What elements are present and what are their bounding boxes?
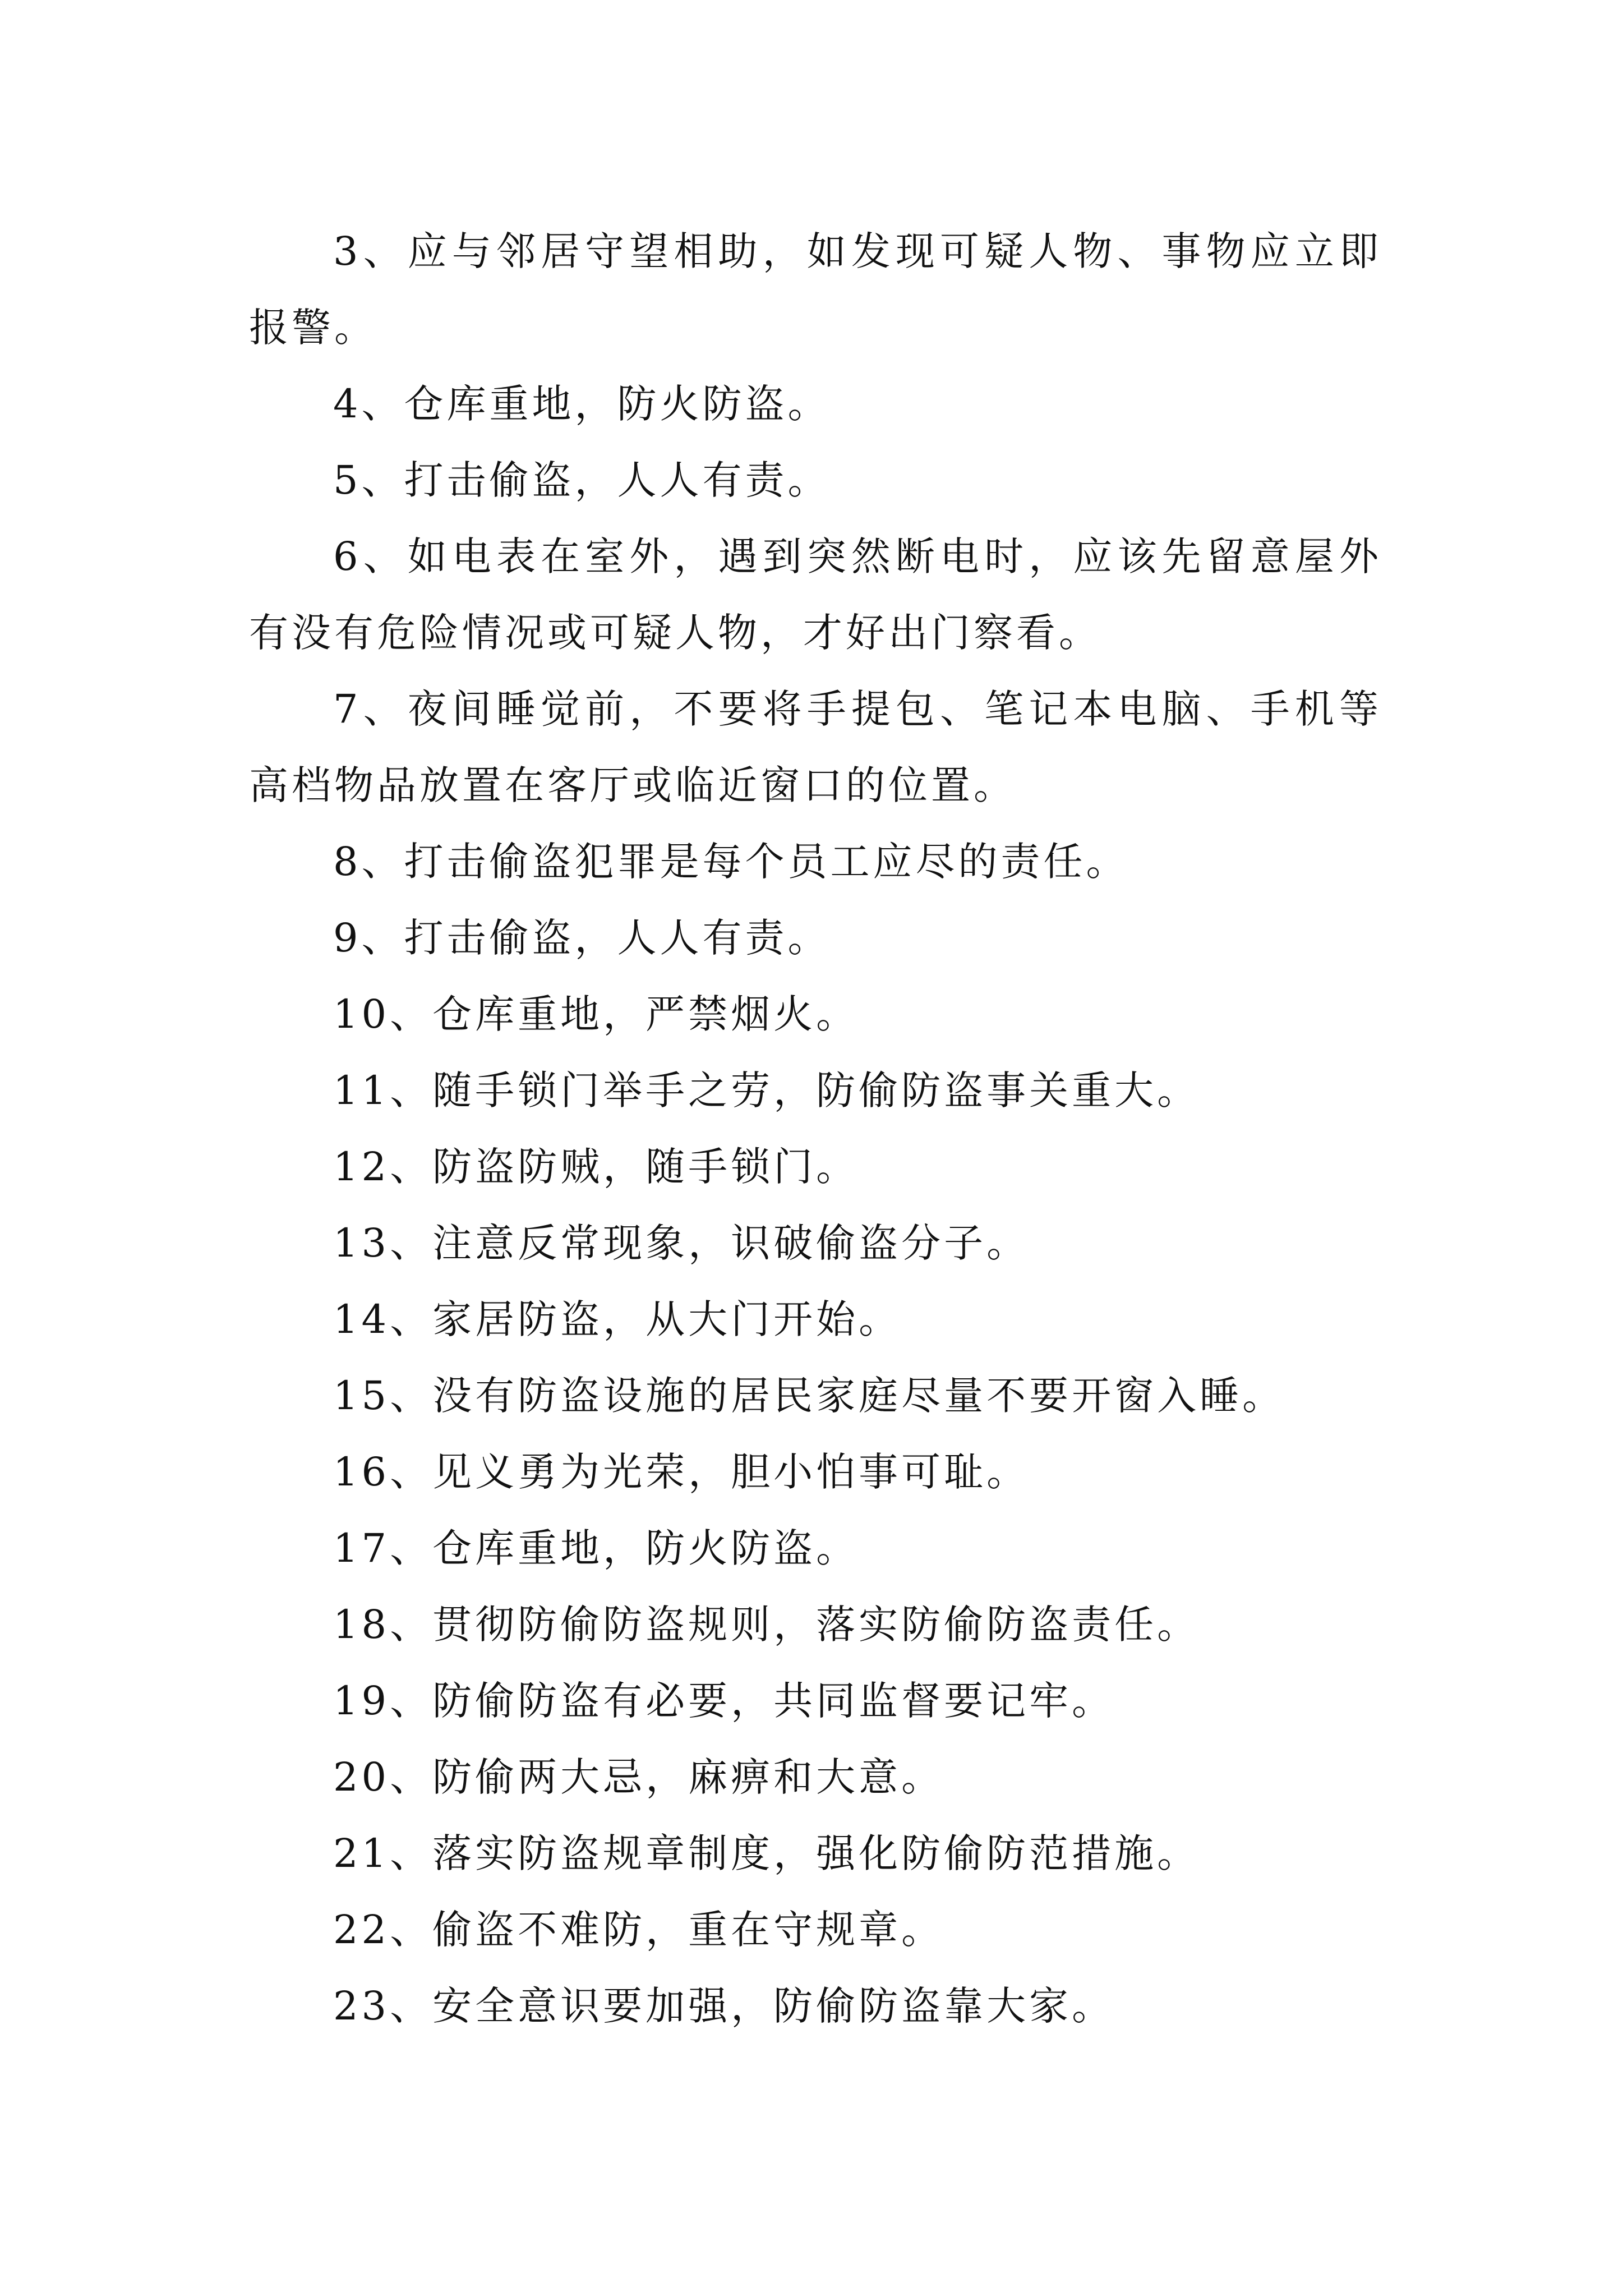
paragraph: 19、防偷防盗有必要，共同监督要记牢。 <box>333 1678 1115 1724</box>
paragraph: 3、应与邻居守望相助，如发现可疑人物、事物应立即报警。 <box>249 228 1382 351</box>
paragraph: 12、防盗防贼，随手锁门。 <box>333 1144 859 1190</box>
paragraph: 9、打击偷盗，人人有责。 <box>333 915 831 961</box>
paragraph: 18、贯彻防偷防盗规则，落实防偷防盗责任。 <box>333 1602 1200 1648</box>
paragraph: 15、没有防盗设施的居民家庭尽量不要开窗入睡。 <box>333 1373 1285 1419</box>
paragraph: 23、安全意识要加强，防偷防盗靠大家。 <box>333 1983 1115 2029</box>
paragraph: 16、见义勇为光荣，胆小怕事可耻。 <box>333 1449 1030 1495</box>
paragraph: 4、仓库重地，防火防盗。 <box>333 381 831 427</box>
paragraph: 22、偷盗不难防，重在守规章。 <box>333 1907 944 1953</box>
paragraph: 14、家居防盗，从大门开始。 <box>333 1296 902 1342</box>
paragraph: 6、如电表在室外，遇到突然断电时，应该先留意屋外有没有危险情况或可疑人物，才好出门察看。 <box>249 533 1382 656</box>
paragraph: 10、仓库重地，严禁烟火。 <box>333 991 859 1037</box>
paragraph: 5、打击偷盗，人人有责。 <box>333 457 831 503</box>
paragraph: 17、仓库重地，防火防盗。 <box>333 1525 859 1571</box>
paragraph: 7、夜间睡觉前，不要将手提包、笔记本电脑、手机等高档物品放置在客厅或临近窗口的位置。 <box>249 686 1382 808</box>
document-body <box>249 213 1382 2044</box>
paragraph: 11、随手锁门举手之劳，防偷防盗事关重大。 <box>333 1068 1200 1114</box>
paragraph: 8、打击偷盗犯罪是每个员工应尽的责任。 <box>333 839 1129 885</box>
paragraph: 20、防偷两大忌，麻痹和大意。 <box>333 1754 944 1800</box>
paragraph: 21、落实防盗规章制度，强化防偷防范措施。 <box>333 1830 1200 1876</box>
paragraph: 13、注意反常现象，识破偷盗分子。 <box>333 1220 1030 1266</box>
